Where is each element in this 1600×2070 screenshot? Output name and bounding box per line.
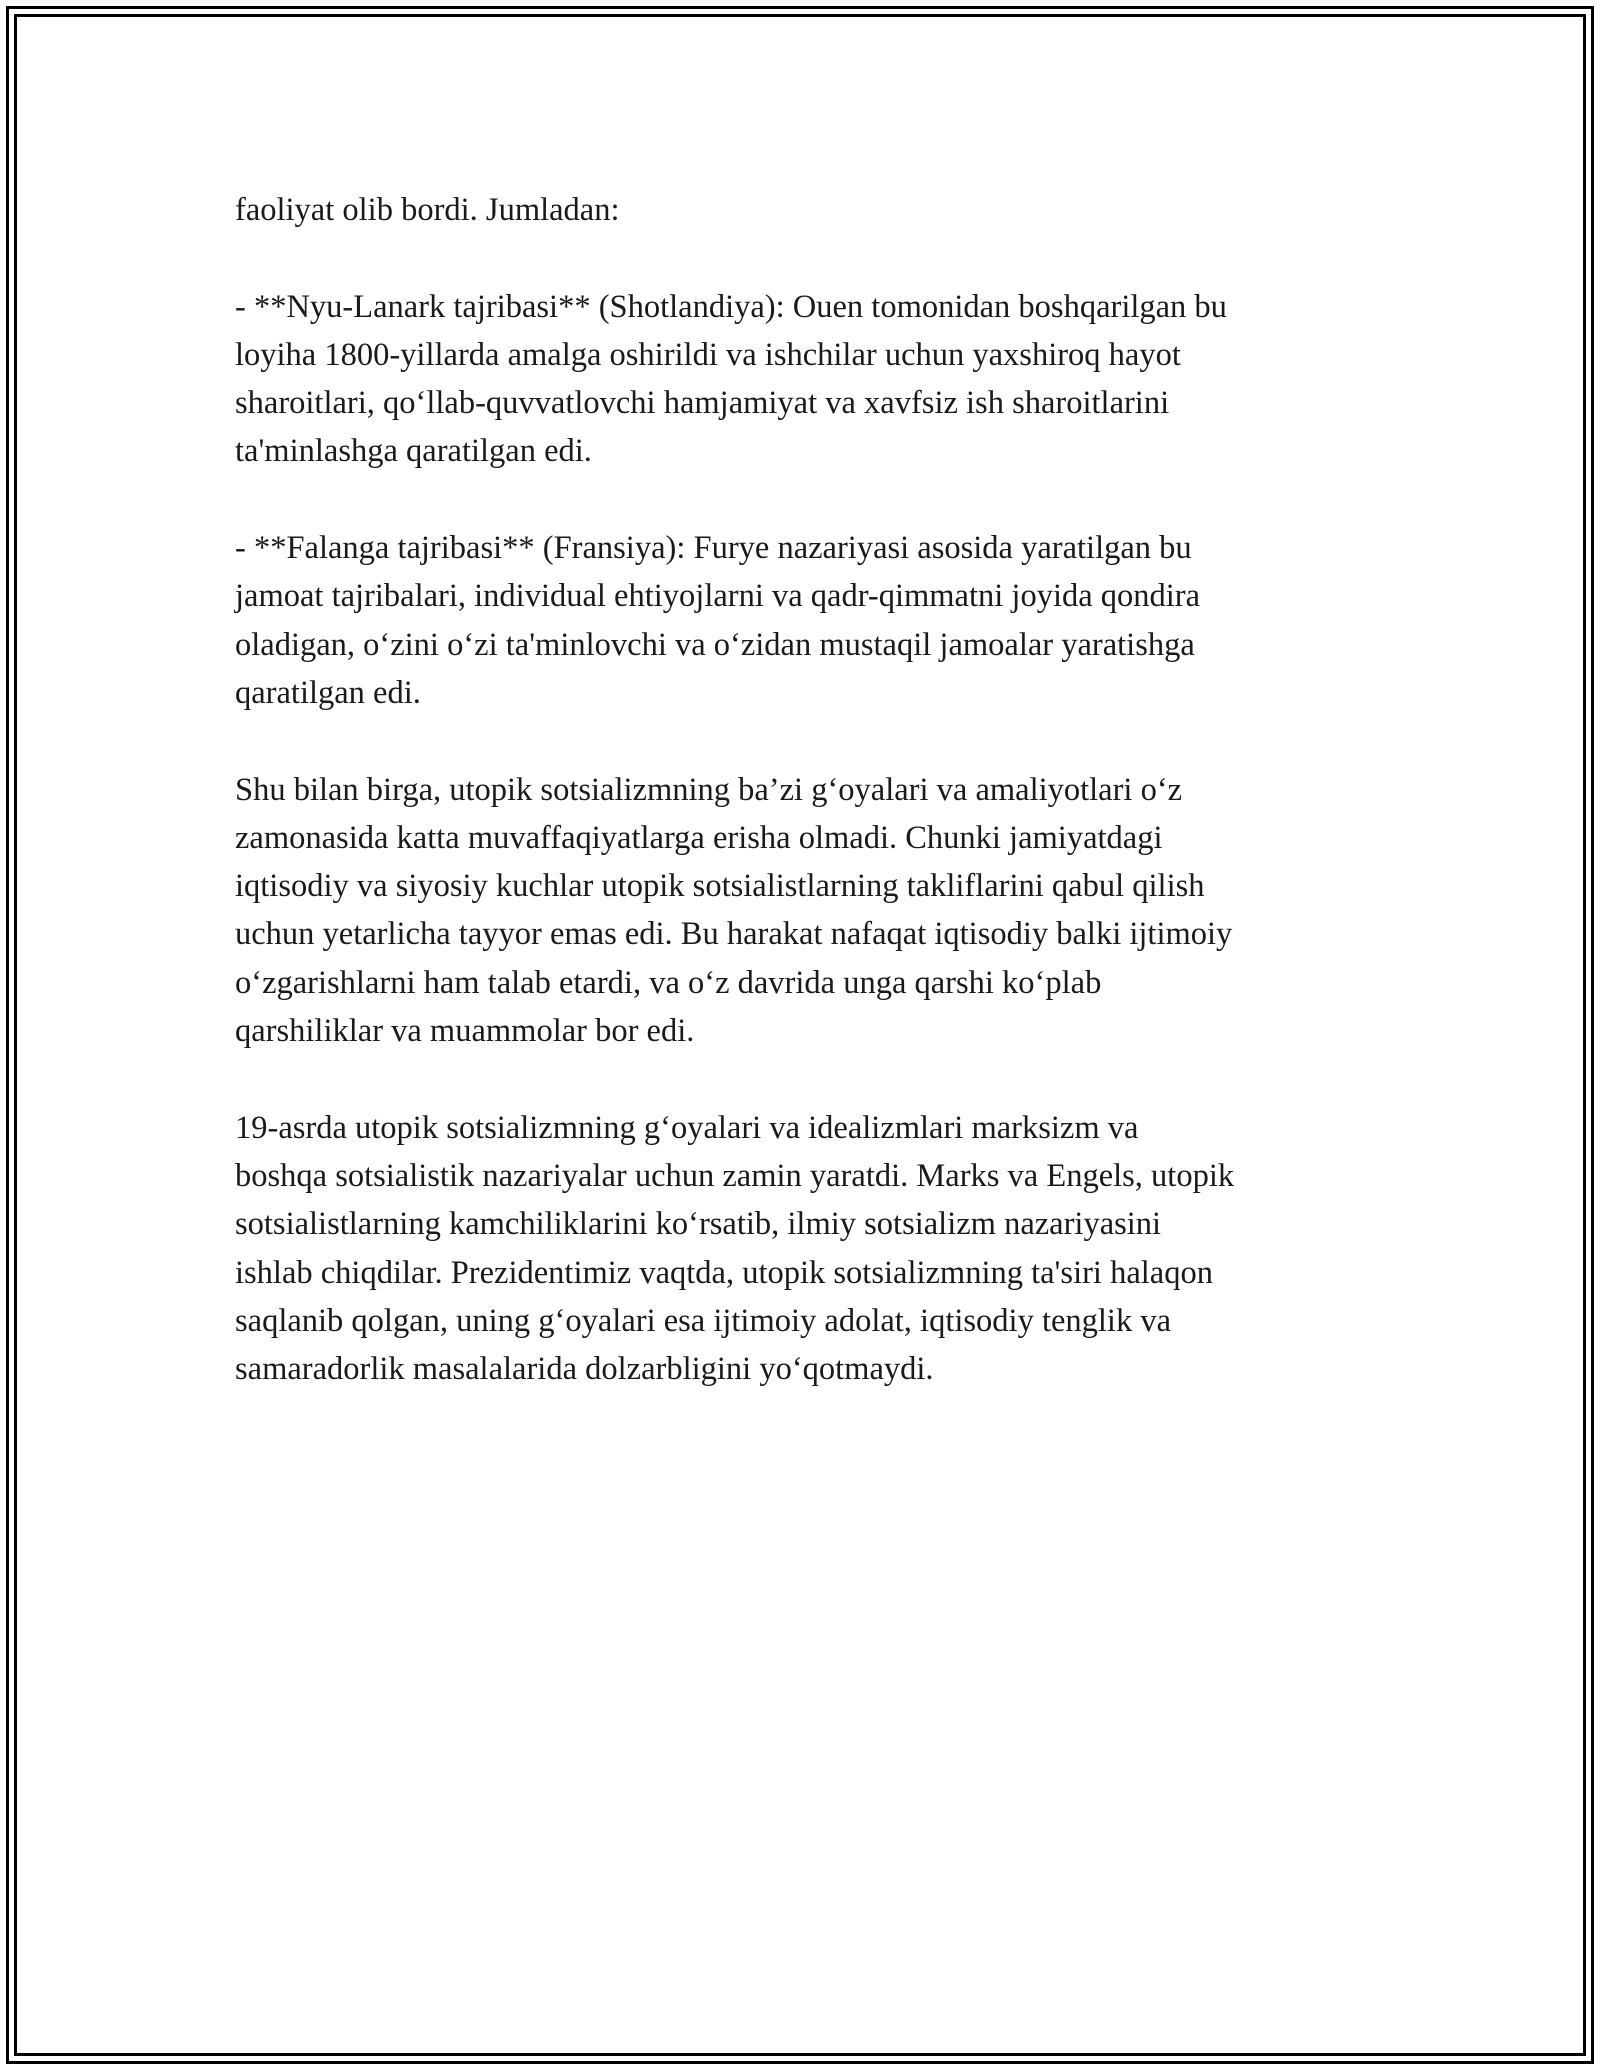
text-line: saqlanib qolgan, uning g‘oyalari esa ijtimoiy adolat, iqtisodiy tenglik va: [235, 1302, 1172, 1339]
text-line: Shu bilan birga, utopik sotsializmning ba’zi g‘oyalari va amaliyotlari o‘z: [235, 771, 1183, 808]
text-line: - **Nyu-Lanark tajribasi** (Shotlandiya): Ouen tomonidan boshqarilgan bu: [235, 288, 1227, 325]
document-body: [235, 186, 1375, 1442]
text-line: oladigan, o‘zini o‘zi ta'minlovchi va o‘zidan mustaqil jamoalar yaratishga: [235, 626, 1195, 663]
text-line: o‘zgarishlarni ham talab etardi, va o‘z davrida unga qarshi ko‘plab: [235, 964, 1102, 1001]
text-line: qaratilgan edi.: [235, 674, 421, 711]
paragraph-falanga: [235, 524, 1375, 717]
text-line: zamonasida katta muvaffaqiyatlarga erisha olmadi. Chunki jamiyatdagi: [235, 819, 1163, 856]
text-line: sharoitlari, qo‘llab-quvvatlovchi hamjamiyat va xavfsiz ish sharoitlarini: [235, 385, 1170, 422]
text-line: faoliyat olib bordi. Jumladan:: [235, 192, 620, 228]
text-line: samaradorlik masalalarida dolzarbligini yo‘qotmaydi.: [235, 1351, 934, 1388]
text-line: 19-asrda utopik sotsializmning g‘oyalari va idealizmlari marksizm va: [235, 1109, 1139, 1146]
text-line: jamoat tajribalari, individual ehtiyojlarni va qadr-qimmatni joyida qondira: [235, 578, 1201, 615]
text-line: boshqa sotsialistik nazariyalar uchun zamin yaratdi. Marks va Engels, utopik: [235, 1157, 1235, 1194]
text-line: - **Falanga tajribasi** (Fransiya): Furye nazariyasi asosida yaratilgan bu: [235, 530, 1192, 567]
paragraph-legacy: [235, 1104, 1375, 1394]
text-line: qarshiliklar va muammolar bor edi.: [235, 1013, 695, 1050]
paragraph-limitations: [235, 766, 1375, 1056]
text-line: uchun yetarlicha tayyor emas edi. Bu harakat nafaqat iqtisodiy balki ijtimoiy: [235, 916, 1233, 953]
text-line: ishlab chiqdilar. Prezidentimiz vaqtda, utopik sotsializmning ta'siri halaqon: [235, 1254, 1213, 1291]
text-line: iqtisodiy va siyosiy kuchlar utopik sotsialistlarning takliflarini qabul qilish: [235, 868, 1205, 905]
paragraph-intro: [235, 186, 1375, 234]
text-line: loyiha 1800-yillarda amalga oshirildi va ishchilar uchun yaxshiroq hayot: [235, 336, 1181, 373]
text-line: ta'minlashga qaratilgan edi.: [235, 433, 592, 470]
paragraph-nyu-lanark: [235, 283, 1375, 476]
text-line: sotsialistlarning kamchiliklarini ko‘rsatib, ilmiy sotsializm nazariyasini: [235, 1206, 1162, 1243]
